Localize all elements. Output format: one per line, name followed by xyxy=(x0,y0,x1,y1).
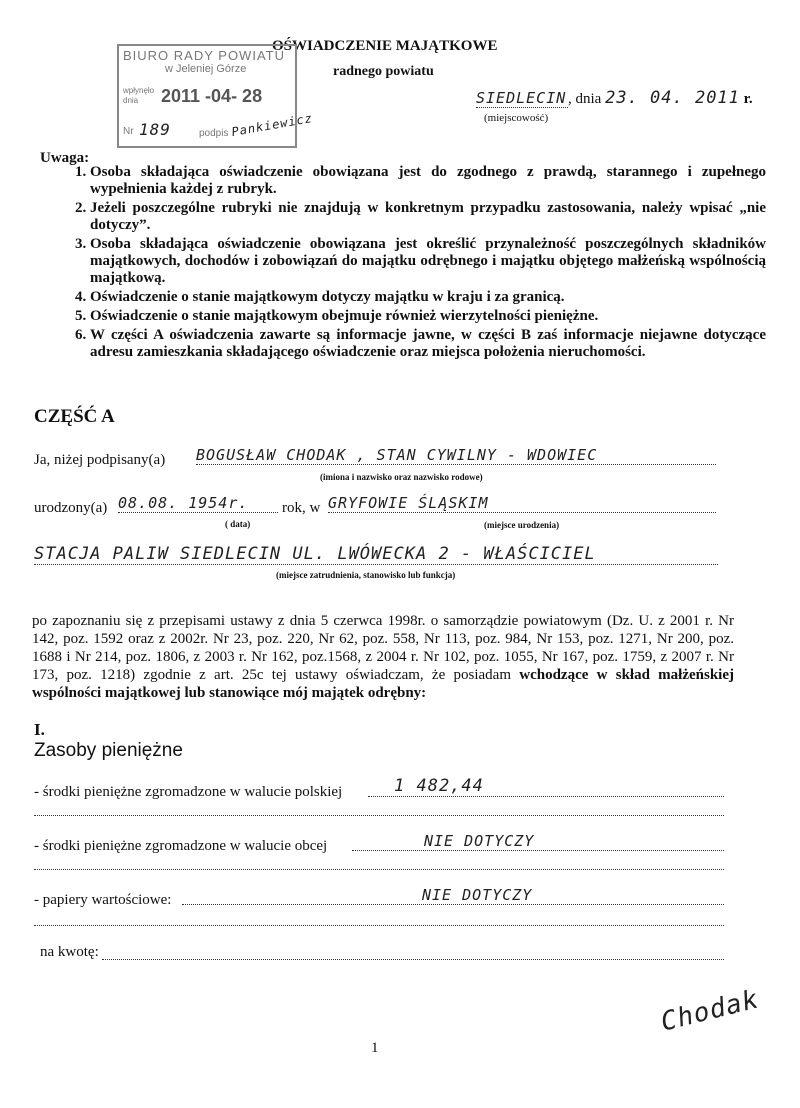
stamp-nr-label: Nr xyxy=(123,126,134,137)
polish-currency-label: - środki pieniężne zgromadzone w walucie polskiej xyxy=(34,784,343,800)
stamp-received-date: 2011 -04- 28 xyxy=(161,86,263,106)
securities-extra-line xyxy=(34,924,724,926)
signed-value: BOGUSŁAW CHODAK , STAN CYWILNY - WDOWIEC xyxy=(196,446,716,465)
polish-currency-value: 1 482,44 xyxy=(368,776,724,797)
page-subtitle: radnego powiatu xyxy=(333,64,434,79)
securities-value: NIE DOTYCZY xyxy=(182,886,724,905)
page-title: OŚWIADCZENIE MAJĄTKOWE xyxy=(272,38,498,54)
employment-caption: (miejsce zatrudnienia, stanowisko lub funkcja) xyxy=(276,570,456,580)
legal-paragraph-bold: wchodzące w skład małżeńskiej wspólności majątkowej lub stanowiące mój majątek odrębny: xyxy=(32,667,734,701)
day-label: , dnia xyxy=(568,91,602,107)
note-item: 1. Osoba składająca oświadczenie obowiązana jest do zgodnego z prawdą, starannego i zupełnego wypełnienia każdej z rubryk. xyxy=(90,164,766,198)
note-item: 4. Oświadczenie o stanie majątkowym dotyczy majątku w kraju i za granicą. xyxy=(90,289,766,306)
born-mid: rok, w xyxy=(282,500,321,516)
section-numeral: I. xyxy=(34,720,45,739)
foreign-currency-extra-line xyxy=(34,868,724,870)
birthplace-value: GRYFOWIE ŚLĄSKIM xyxy=(328,494,716,513)
stamp-sign-value: Pankiewicz xyxy=(230,110,314,140)
polish-currency-extra-line xyxy=(34,814,724,816)
foreign-currency-label: - środki pieniężne zgromadzone w walucie obcej xyxy=(34,838,328,854)
part-a-heading: CZĘŚĆ A xyxy=(34,406,115,427)
legal-paragraph xyxy=(32,612,734,702)
note-item: 5. Oświadczenie o stanie majątkowym obejmuje również wierzytelności pieniężne. xyxy=(90,308,766,325)
note-item: 2. Jeżeli poszczególne rubryki nie znajdują w konkretnym przypadku zastosowania, należy wpisać „nie dotyczy”. xyxy=(90,200,766,234)
signature: Chodak xyxy=(657,984,763,1038)
stamp-received-label: wpłynęło dnia xyxy=(123,86,155,105)
foreign-currency-value: NIE DOTYCZY xyxy=(352,832,724,851)
stamp-title: BIURO RADY POWIATU xyxy=(123,48,285,63)
signed-label: Ja, niżej podpisany(a) xyxy=(34,452,166,468)
date-value: 23. 04. 2011 xyxy=(605,88,740,108)
notes-heading: Uwaga: xyxy=(40,150,90,166)
section-title: Zasoby pieniężne xyxy=(34,740,183,761)
signed-caption: (imiona i nazwisko oraz nazwisko rodowe) xyxy=(320,472,483,482)
legal-paragraph-text: po zapoznaniu się z przepisami ustawy z dnia 5 czerwca 1998r. o samorządzie powiatowym (Dz. U. z 2001 r. Nr 142, poz. 1592 oraz z 2002r. Nr 23, poz. 220, Nr 62, poz. 558, Nr 113, poz. 984, Nr 153, poz. 1271, Nr 200, poz. 1688 i Nr 214, poz. 1806, z 2003 r. Nr 162, poz.1568, z 2004 r. Nr 102, poz. 1055, Nr 167, poz. 1759, z 2007 r. Nr 173, poz. 1218) zgodnie z art. 25c tej ustawy oświadczam, że posiadam xyxy=(32,613,734,683)
date-caption: ( data) xyxy=(225,519,251,529)
employment-value: STACJA PALIW SIEDLECIN UL. LWÓWECKA 2 - WŁAŚCICIEL xyxy=(34,544,718,565)
note-item: 6. W części A oświadczenia zawarte są informacje jawne, w części B zaś informacje niejawne dotyczące adresu zamieszkania składającego oświadczenie oraz miejsca położenia nieruchomości. xyxy=(90,327,766,361)
receipt-stamp xyxy=(117,44,314,148)
stamp-sign-label: podpis xyxy=(199,128,229,139)
securities-label: - papiery wartościowe: xyxy=(34,892,172,908)
born-label: urodzony(a) xyxy=(34,500,108,516)
year-suffix: r. xyxy=(743,91,753,107)
place-value: SIEDLECIN xyxy=(476,89,567,107)
born-value: 08.08. 1954r. xyxy=(118,494,278,513)
stamp-subtitle: w Jeleniej Górze xyxy=(165,63,247,75)
birthplace-caption: (miejsce urodzenia) xyxy=(484,520,560,530)
page-number: 1 xyxy=(371,1040,379,1056)
amount-line xyxy=(102,958,724,960)
place-date-line xyxy=(476,88,753,108)
amount-label: na kwotę: xyxy=(40,944,99,960)
notes-list xyxy=(62,164,766,363)
place-caption: (miejscowość) xyxy=(484,112,549,124)
stamp-nr-value: 189 xyxy=(139,120,171,139)
note-item: 3. Osoba składająca oświadczenie obowiązana jest określić przynależność poszczególnych składników majątkowych, dochodów i zobowiązań do majątku odrębnego i majątku objętego małżeńską wspólnością majątkową. xyxy=(90,236,766,287)
